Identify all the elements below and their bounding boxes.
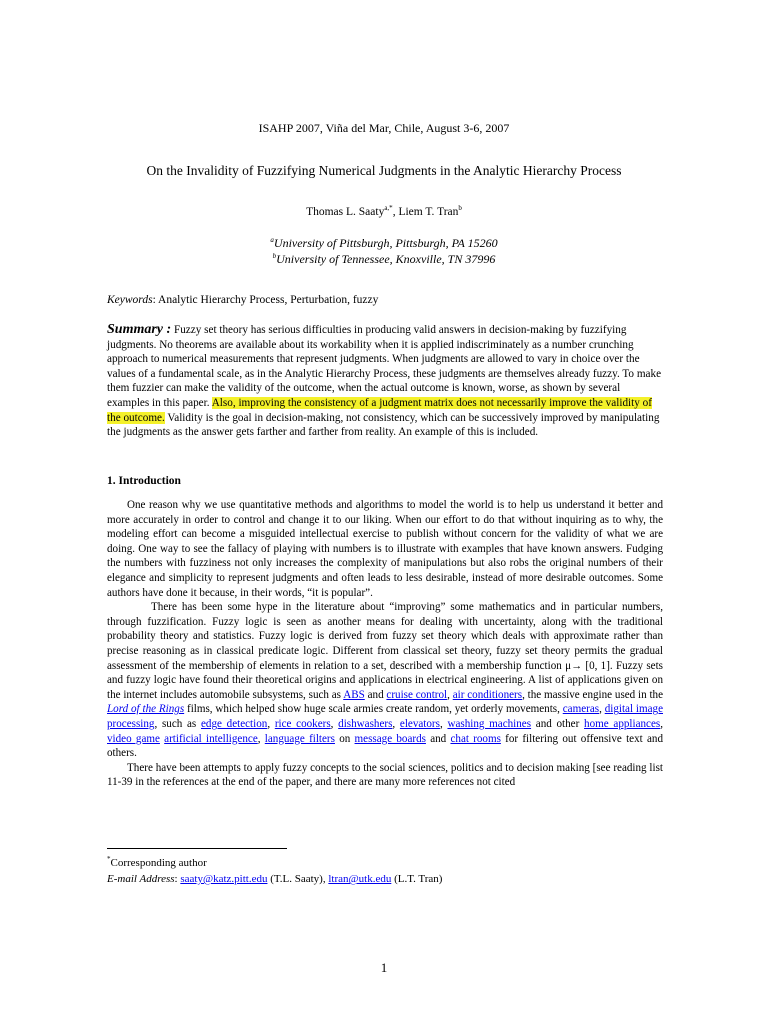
link-cruise-control[interactable]: cruise control	[386, 688, 448, 701]
link-chat-rooms[interactable]: chat rooms	[450, 732, 501, 745]
keywords-line	[107, 294, 378, 306]
author-tran-sup: b	[458, 204, 462, 212]
intro-paragraph-1: One reason why we use quantitative methods and algorithms to model the world is to help us understand it better and more accurately in order to control and change it to our liking. When our effort to do that without inquiring as to why, the modeling effort can become a misguided intellectual exercise to publish without concern for the validity of what we are doing. One way to see the fallacy of playing with numbers is to illustrate with examples that have known answers. Fudging the numbers with fuzziness not only increases the complexity of manipulations but also robs the original numbers of their elegance and simplicity to represent judgments and often leads to less desirable, instead of more desirable outcomes. Some authors have done it because, in their words, “it is popular”.	[107, 499, 663, 599]
email-link-tran[interactable]: ltran@utk.edu	[328, 873, 392, 885]
link-video-game[interactable]: video game	[107, 732, 160, 745]
footnote-divider	[107, 848, 287, 849]
link-home-appliances[interactable]: home appliances	[584, 717, 661, 730]
paper-title: On the Invalidity of Fuzzifying Numerical Judgments in the Analytic Hierarchy Process	[146, 163, 622, 178]
highlighted-sentence: Also, improving the consistency of a judgment matrix does not necessarily improve the validity of the outcome.	[107, 396, 652, 424]
intro-paragraph-2: There has been some hype in the literature about “improving” some mathematics and in particular numbers, through fuzzification. Fuzzy logic is seen as another means for dealing with uncertainty, along with the traditional probability theory and statistics. Fuzzy logic is derived from fuzzy set theory which deals with approximate rather than precise reasoning as in classical predicate logic. Different from classical set theory, fuzzy set theory permits the gradual assessment of the membership of elements in relation to a set, described with a membership function μ→ [0, 1]. Fuzzy sets and fuzzy logic have found their theoretical origins and applications in electrical engineering. A list of applications given on the internet includes automobile subsystems, such as ABS and cruise control, air conditioners, the massive engine used in the Lord of the Rings films, which helped show huge scale armies create random, yet orderly movements, cameras, digital image processing, such as edge detection, rice cookers, dishwashers, elevators, washing machines and other home appliances, video game artificial intelligence, language filters on message boards and chat rooms for filtering out offensive text and others.	[107, 601, 664, 760]
link-lord-of-the-rings[interactable]: Lord of the Rings	[107, 703, 185, 716]
link-artificial-intelligence[interactable]: artificial intelligence	[164, 732, 258, 745]
intro-paragraph-3: There have been attempts to apply fuzzy concepts to the social sciences, politics and to decision making [see reading list 11-39 in the references at the end of the paper, and there are many more references not cited	[107, 761, 663, 789]
section-heading-introduction: 1. Introduction	[107, 475, 181, 487]
email-link-saaty[interactable]: saaty@katz.pitt.edu	[180, 873, 268, 885]
keywords-label: Keywords	[107, 294, 153, 306]
affiliation-pittsburgh: $^a$University of Pittsburgh, Pittsburgh, PA 15260	[270, 236, 498, 250]
author-line	[0, 206, 768, 218]
link-language-filters[interactable]: language filters	[264, 732, 335, 745]
footnote-corresponding: *Corresponding author	[107, 855, 207, 869]
author-saaty: Thomas L. Saaty	[306, 206, 385, 218]
introduction-body	[107, 498, 663, 790]
affiliation-tennessee: $^b$University of Tennessee, Knoxville, TN 37996	[272, 252, 496, 266]
link-edge-detection[interactable]: edge detection	[200, 717, 268, 730]
email-label: E-mail Address	[107, 873, 175, 885]
link-elevators[interactable]: elevators	[399, 717, 440, 730]
link-abs[interactable]: ABS	[343, 688, 365, 701]
conference-header: ISAHP 2007, Viña del Mar, Chile, August 3-6, 2007	[258, 121, 510, 135]
footnote-email: E-mail Address: saaty@katz.pitt.edu (T.L. Saaty), ltran@utk.edu (L.T. Tran)	[107, 873, 443, 885]
author-saaty-sup: a,*	[384, 204, 393, 212]
link-washing-machines[interactable]: washing machines	[447, 717, 532, 730]
link-rice-cookers[interactable]: rice cookers	[274, 717, 331, 730]
author-tran: , Liem T. Tran	[392, 206, 459, 218]
link-dishwashers[interactable]: dishwashers	[338, 717, 393, 730]
keywords-text: : Analytic Hierarchy Process, Perturbation, fuzzy	[152, 294, 379, 306]
link-digital-image-processing[interactable]: digital image processing	[107, 703, 663, 730]
page-number: 1	[380, 960, 388, 975]
link-message-boards[interactable]: message boards	[354, 732, 426, 745]
link-air-conditioners[interactable]: air conditioners	[452, 688, 523, 701]
summary-label: Summary :	[107, 322, 172, 337]
summary-paragraph: Summary : Fuzzy set theory has serious difficulties in producing valid answers in decision-making by fuzzifying judgments. No theorems are available about its workability when it is applied indiscriminately as a number crunching approach to numerical measurements that represent judgments. When judgments are allowed to vary in choice over the values of a fundamental scale, as in the Analytic Hierarchy Process, these judgments are themselves already fuzzy. To make them fuzzier can make the validity of the outcome, when the actual outcome is known, worse, as shown by several examples in this paper. Also, improving the consistency of a judgment matrix does not necessarily improve the validity of the outcome. Validity is the goal in decision-making, not consistency, which can be successively improved by manipulating the judgments as the answer gets farther and farther from reality. An example of this is included.	[107, 322, 662, 439]
link-cameras[interactable]: cameras	[562, 703, 600, 716]
